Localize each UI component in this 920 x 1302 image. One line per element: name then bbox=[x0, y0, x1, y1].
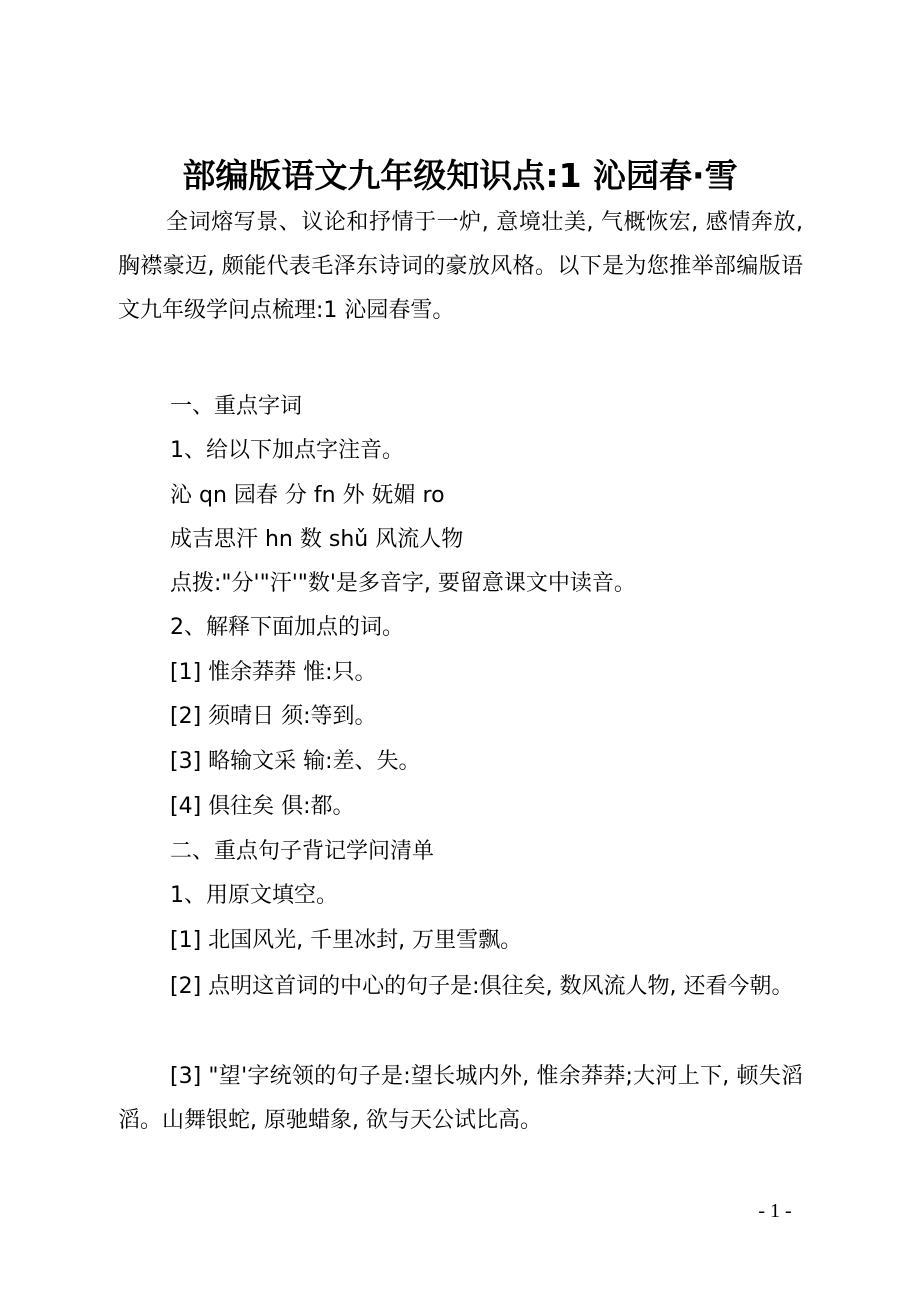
explain-item: [4] 俱往矣 俱:都。 bbox=[170, 794, 355, 819]
intro-paragraph: 全词熔写景、议论和抒情于一炉, 意境壮美, 气概恢宏, 感情奔放, 胸襟豪迈, 颇能代表毛泽东诗词的豪放风格。以下是为您推举部编版语文九年级学问点梳理:1 沁园春雪。 bbox=[118, 210, 803, 323]
page-title: 部编版语文九年级知识点:1 沁园春·雪 bbox=[182, 156, 738, 195]
explain-item: [3] 略输文采 输:差、失。 bbox=[170, 749, 421, 774]
section-heading-key-words: 一、重点字词 bbox=[170, 394, 303, 419]
page-number: - 1 - bbox=[758, 1200, 792, 1222]
pinyin-tip: 点拨:"分'"汗'"数'是多音字, 要留意课文中读音。 bbox=[170, 571, 636, 596]
question-explain-label: 2、解释下面加点的词。 bbox=[170, 615, 404, 640]
pinyin-line-1: 沁 qn 园春 分 fn 外 妩媚 ro bbox=[170, 483, 445, 508]
explain-item: [1] 惟余莽莽 惟:只。 bbox=[170, 660, 377, 685]
fill-item: [2] 点明这首词的中心的句子是:俱往矣, 数风流人物, 还看今朝。 bbox=[170, 974, 794, 999]
explain-item: [2] 须晴日 须:等到。 bbox=[170, 704, 377, 729]
section-heading-key-sentences: 二、重点句子背记学问清单 bbox=[170, 839, 435, 864]
fill-item: [3] "望'字统领的句子是:望长城内外, 惟余莽莽;大河上下, 顿失滔滔。山舞银蛇, 原驰蜡象, 欲与天公试比高。 bbox=[118, 1064, 803, 1133]
fill-item: [1] 北国风光, 千里冰封, 万里雪飘。 bbox=[170, 928, 523, 953]
question-pinyin-label: 1、给以下加点字注音。 bbox=[170, 438, 404, 463]
pinyin-line-2: 成吉思汗 hn 数 shǔ 风流人物 bbox=[170, 527, 464, 552]
question-fill-label: 1、用原文填空。 bbox=[170, 883, 338, 908]
